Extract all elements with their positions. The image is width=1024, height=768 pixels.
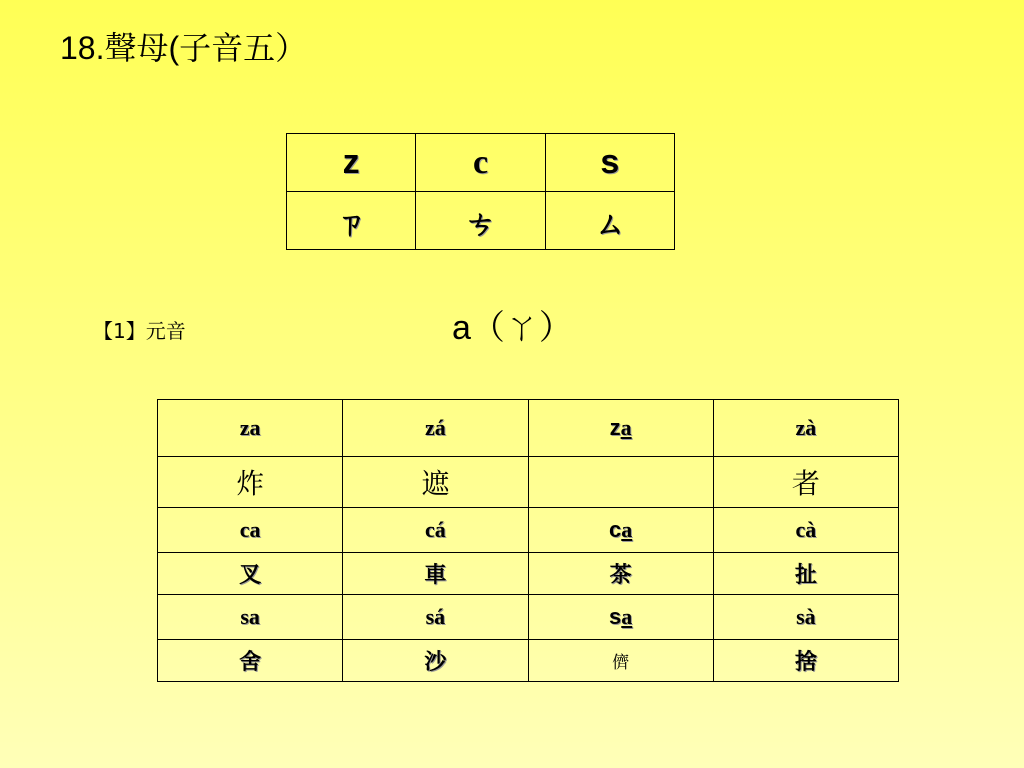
syllable-text: z	[609, 415, 621, 440]
syllable-underlined: a	[621, 604, 633, 629]
character-cell: 叉	[158, 553, 343, 595]
syllable-text: sa	[240, 604, 260, 629]
syllable-text: c	[609, 517, 622, 542]
syllable-table	[157, 399, 899, 682]
syllable-cell	[528, 508, 713, 553]
slide-title: 18.聲母(子音五）	[60, 30, 308, 66]
syllable-underlined: a	[620, 415, 632, 440]
consonant-table	[286, 133, 675, 250]
syllable-cell	[158, 595, 343, 640]
syllable-text: za	[239, 415, 261, 440]
syllable-text: ca	[239, 517, 261, 542]
character-cell: 車	[343, 553, 528, 595]
character-cell: 遮	[343, 457, 528, 508]
character-cell: 者	[713, 457, 898, 508]
syllable-underlined: a	[621, 517, 633, 542]
character-cell: 沙	[343, 640, 528, 682]
consonant-z: z	[287, 134, 416, 192]
syllable-text: zá	[424, 415, 446, 440]
consonant-bopomofo-row	[287, 192, 675, 250]
character-cell: 舍	[158, 640, 343, 682]
syllable-text: cà	[795, 517, 817, 542]
bopomofo-c: ㄘ	[416, 192, 545, 250]
syllable-text: zà	[795, 415, 817, 440]
syllable-cell	[713, 508, 898, 553]
bopomofo-z: ㄗ	[287, 192, 416, 250]
bopomofo-s: ㄙ	[545, 192, 674, 250]
syllable-cell	[343, 400, 528, 457]
vowel-section-label: 【1】元音	[93, 319, 186, 343]
character-row-s	[158, 640, 899, 682]
consonant-s: s	[545, 134, 674, 192]
syllable-text: s	[609, 604, 622, 629]
consonant-c: c	[416, 134, 545, 192]
character-cell: 茶	[528, 553, 713, 595]
syllable-text: sá	[425, 604, 446, 629]
consonant-latin-row	[287, 134, 675, 192]
syllable-text: sà	[796, 604, 816, 629]
syllable-cell	[158, 400, 343, 457]
syllable-cell	[343, 595, 528, 640]
syllable-cell	[158, 508, 343, 553]
character-cell: 炸	[158, 457, 343, 508]
syllable-row-s	[158, 595, 899, 640]
syllable-row-z	[158, 400, 899, 457]
syllable-row-c	[158, 508, 899, 553]
character-cell: 捨	[713, 640, 898, 682]
syllable-cell	[343, 508, 528, 553]
vowel-heading: a（ㄚ）	[452, 309, 573, 347]
syllable-cell	[713, 400, 898, 457]
syllable-text: cá	[424, 517, 446, 542]
character-cell: 儕	[528, 640, 713, 682]
syllable-cell	[528, 595, 713, 640]
character-row-c	[158, 553, 899, 595]
character-cell: 扯	[713, 553, 898, 595]
syllable-cell	[528, 400, 713, 457]
syllable-cell	[713, 595, 898, 640]
character-cell	[528, 457, 713, 508]
character-row-z	[158, 457, 899, 508]
